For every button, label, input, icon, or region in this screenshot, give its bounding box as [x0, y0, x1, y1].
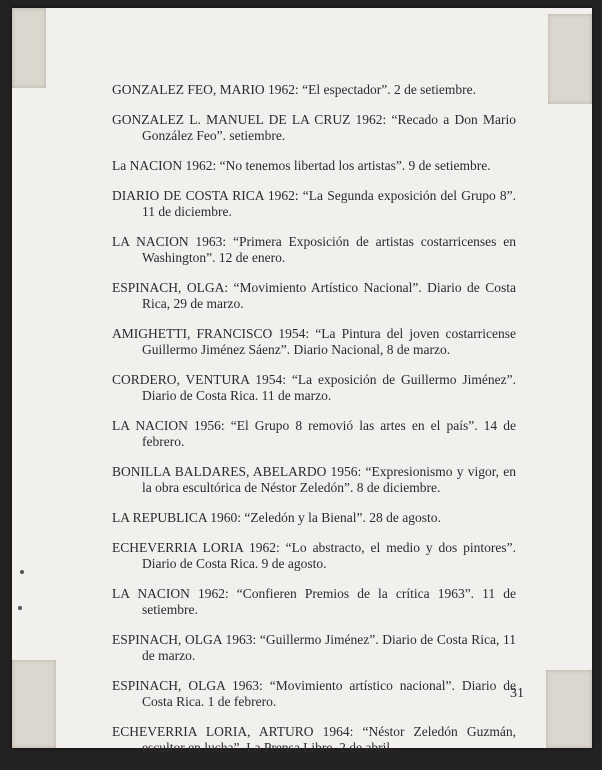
reference-entry: GONZALEZ L. MANUEL DE LA CRUZ 1962: “Recado a Don Mario González Feo”. setiembre. [112, 112, 516, 143]
smudge-mark [18, 606, 22, 610]
reference-entry: GONZALEZ FEO, MARIO 1962: “El espectador”. 2 de setiembre. [112, 82, 477, 97]
reference-list [112, 82, 516, 770]
tape-bottom-left [12, 660, 56, 748]
reference-entry: LA NACION 1956: “El Grupo 8 removió las artes en el país”. 14 de febrero. [112, 418, 516, 449]
reference-entry: CORDERO, VENTURA 1954: “La exposición de Guillermo Jiménez”. Diario de Costa Rica. 11 de marzo. [112, 372, 516, 403]
smudge-mark [20, 570, 24, 574]
tape-bottom-right [546, 670, 592, 748]
page-number: 31 [510, 686, 524, 701]
reference-entry: ESPINACH, OLGA 1963: “Guillermo Jiménez”. Diario de Costa Rica, 11 de marzo. [112, 632, 516, 663]
reference-entry: La NACION 1962: “No tenemos libertad los artistas”. 9 de setiembre. [112, 158, 491, 173]
reference-entry: LA NACION 1963: “Primera Exposición de artistas costarricenses en Washington”. 12 de enero. [112, 234, 516, 265]
tape-top-left [12, 8, 46, 88]
reference-entry: ESPINACH, OLGA 1963: “Movimiento artístico nacional”. Diario de Costa Rica. 1 de febrero. [112, 678, 516, 709]
reference-entry: LA NACION 1962: “Confieren Premios de la crítica 1963”. 11 de setiembre. [112, 586, 516, 617]
reference-entry: DIARIO DE COSTA RICA 1962: “La Segunda exposición del Grupo 8”. 11 de diciembre. [112, 188, 516, 219]
reference-entry: LA REPUBLICA 1960: “Zeledón y la Bienal”. 28 de agosto. [112, 510, 441, 525]
reference-entry: ECHEVERRIA LORIA 1962: “Lo abstracto, el medio y dos pintores”. Diario de Costa Rica. 9 de agosto. [112, 540, 516, 571]
reference-entry: AMIGHETTI, FRANCISCO 1954: “La Pintura del joven costarricense Guillermo Jiménez Sáenz”. Diario Nacional, 8 de marzo. [112, 326, 516, 357]
reference-entry: ECHEVERRIA LORIA, ARTURO 1964: “Néstor Zeledón Guzmán, escultor en lucha”. La Prensa Libre, 2 de abril. [112, 724, 516, 755]
document-page [12, 8, 592, 755]
tape-top-right [548, 14, 592, 104]
reference-entry: BONILLA BALDARES, ABELARDO 1956: “Expresionismo y vigor, en la obra escultórica de Néstor Zeledón”. 8 de diciembre. [112, 464, 516, 495]
reference-entry: ESPINACH, OLGA: “Movimiento Artístico Nacional”. Diario de Costa Rica, 29 de marzo. [112, 280, 516, 311]
